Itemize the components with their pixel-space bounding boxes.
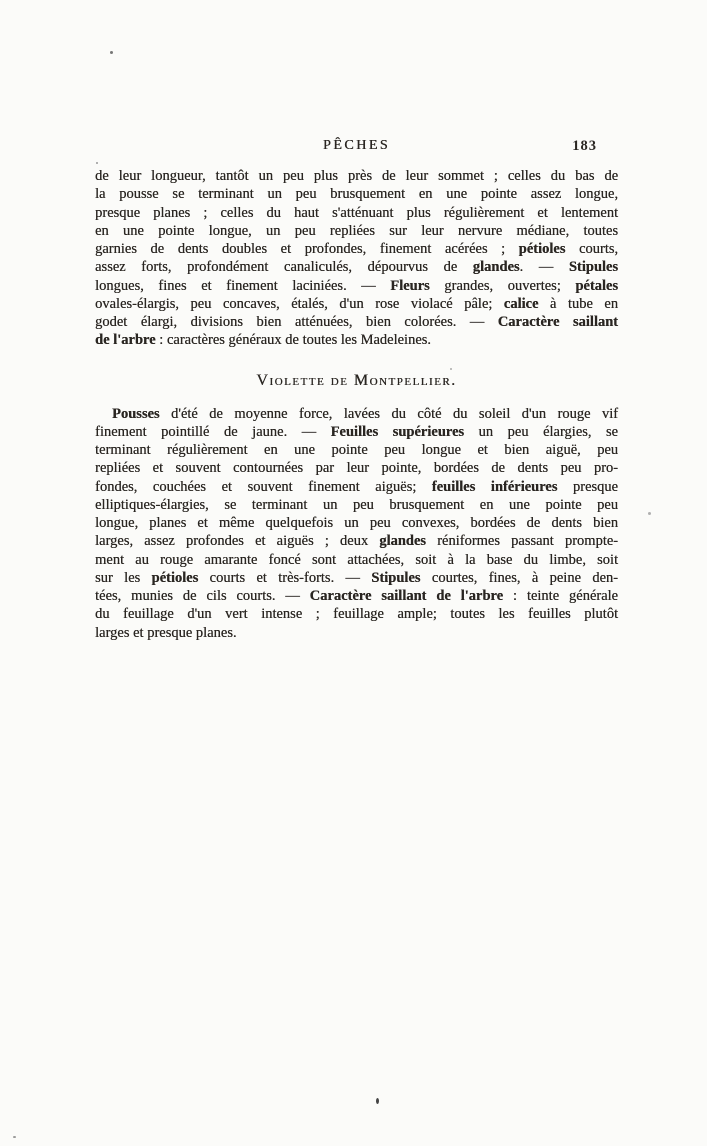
bold-term: Stipules (568, 259, 618, 276)
paragraph-peches-description (95, 167, 618, 350)
text-line (95, 331, 618, 349)
running-title: PÊCHES (322, 138, 391, 153)
text-block (95, 167, 618, 642)
text-line (95, 532, 618, 550)
text-line (95, 624, 618, 642)
bold-term: Stipules (371, 569, 421, 586)
ink-speck (96, 162, 98, 164)
ink-speck (450, 368, 452, 370)
bold-term: pétioles (151, 569, 199, 586)
bold-term: pétioles (518, 241, 566, 257)
bold-term: Pousses (112, 405, 160, 422)
text-segment: . — (519, 259, 569, 276)
text-segment: réniformes passant prompte- (425, 533, 618, 550)
text-segment: elliptiques-élargies, se terminant un peu brusquement en une pointe peu (95, 496, 618, 513)
text-segment: d'été de moyenne force, lavées du côté du soleil d'un rouge vif (159, 405, 618, 422)
text-segment: courtes, fines, à peine den- (420, 569, 618, 586)
text-segment: tées, munies de cils courts. — (95, 588, 310, 604)
text-segment: en une pointe longue, un peu repliées sur leur nervure médiane, toutes (95, 222, 618, 239)
text-segment: garnies de dents doubles et profondes, finement acérées ; (95, 241, 519, 257)
text-line (95, 423, 618, 441)
page-header (95, 138, 618, 155)
text-segment: finement pointillé de jaune. — (95, 423, 331, 440)
text-line (95, 569, 618, 587)
bold-term: glandes (472, 259, 520, 276)
bold-term: feuilles inférieures (431, 478, 558, 495)
text-line (95, 222, 618, 240)
bold-term: de l'arbre (95, 332, 156, 349)
text-line (95, 459, 618, 477)
text-segment: la pousse se terminant un peu brusquement en une pointe assez longue, (95, 186, 618, 203)
text-segment: : teinte générale (503, 588, 618, 604)
text-segment: ovales-élargis, peu concaves, étalés, d'un rose violacé pâle; (95, 295, 504, 312)
bold-term: calice (503, 295, 539, 312)
text-segment: à tube en (538, 295, 618, 312)
text-line (95, 605, 618, 623)
text-line (95, 258, 618, 276)
text-line (95, 204, 618, 222)
bold-term: Caractère saillant de l'arbre (309, 588, 504, 604)
page-number: 183 (572, 138, 597, 154)
text-segment: repliées et souvent contournées par leur pointe, bordées de dents peu pro- (95, 460, 618, 477)
text-segment: grandes, ouvertes; (429, 277, 576, 294)
text-line (95, 405, 618, 423)
text-segment: assez forts, profondément canaliculés, dépourvus de (95, 259, 473, 276)
bold-term: Fleurs (390, 277, 430, 294)
text-segment: longue, planes et même quelquefois un peu convexes, bordées de dents bien (95, 515, 618, 531)
ink-speck (13, 1136, 16, 1138)
text-segment: courts, (565, 241, 619, 257)
text-line (95, 441, 618, 459)
text-line (95, 295, 618, 313)
text-segment: courts et très-forts. — (198, 569, 372, 586)
text-line (95, 240, 618, 258)
text-segment: longues, fines et finement laciniées. — (95, 277, 391, 294)
text-segment: un peu élargies, se (464, 423, 618, 440)
bold-term: glandes (379, 533, 426, 550)
text-segment: : caractères généraux de toutes les Madeleines. (155, 332, 431, 349)
text-segment: sur les (95, 569, 152, 586)
text-segment: godet élargi, divisions bien atténuées, bien colorées. — (95, 314, 498, 330)
bold-term: Feuilles supérieures (330, 423, 465, 440)
text-segment: ment au rouge amarante foncé sont attachées, soit à la base du limbe, soit (95, 551, 618, 568)
ink-speck (110, 51, 113, 54)
ink-speck (648, 512, 651, 515)
text-line (95, 551, 618, 569)
section-heading: Violette de Montpellier. (256, 371, 457, 389)
text-line (95, 313, 618, 331)
text-segment: presque (557, 478, 618, 495)
text-line (95, 185, 618, 203)
text-line (95, 496, 618, 514)
text-segment: larges, assez profondes et aiguës ; deux (95, 533, 380, 550)
text-segment: fondes, couchées et souvent finement aiguës; (95, 478, 432, 495)
text-line (95, 478, 618, 496)
bold-term: pétales (575, 277, 618, 294)
bold-term: Caractère saillant (497, 314, 618, 330)
text-line (95, 587, 618, 605)
text-segment: larges et presque planes. (95, 624, 237, 641)
text-line (95, 277, 618, 295)
text-segment: terminant régulièrement en une pointe peu longue et bien aiguë, peu (95, 442, 618, 458)
text-segment: de leur longueur, tantôt un peu plus près de leur sommet ; celles du bas de (95, 168, 618, 184)
text-segment: du feuillage d'un vert intense ; feuillage ample; toutes les feuilles plutôt (95, 606, 618, 623)
ink-speck (376, 1098, 379, 1104)
text-segment: presque planes ; celles du haut s'atténuant plus régulièrement et lentement (95, 204, 618, 221)
paragraph-violette-de-montpellier (95, 405, 618, 642)
text-line (95, 167, 618, 185)
text-line (95, 514, 618, 532)
